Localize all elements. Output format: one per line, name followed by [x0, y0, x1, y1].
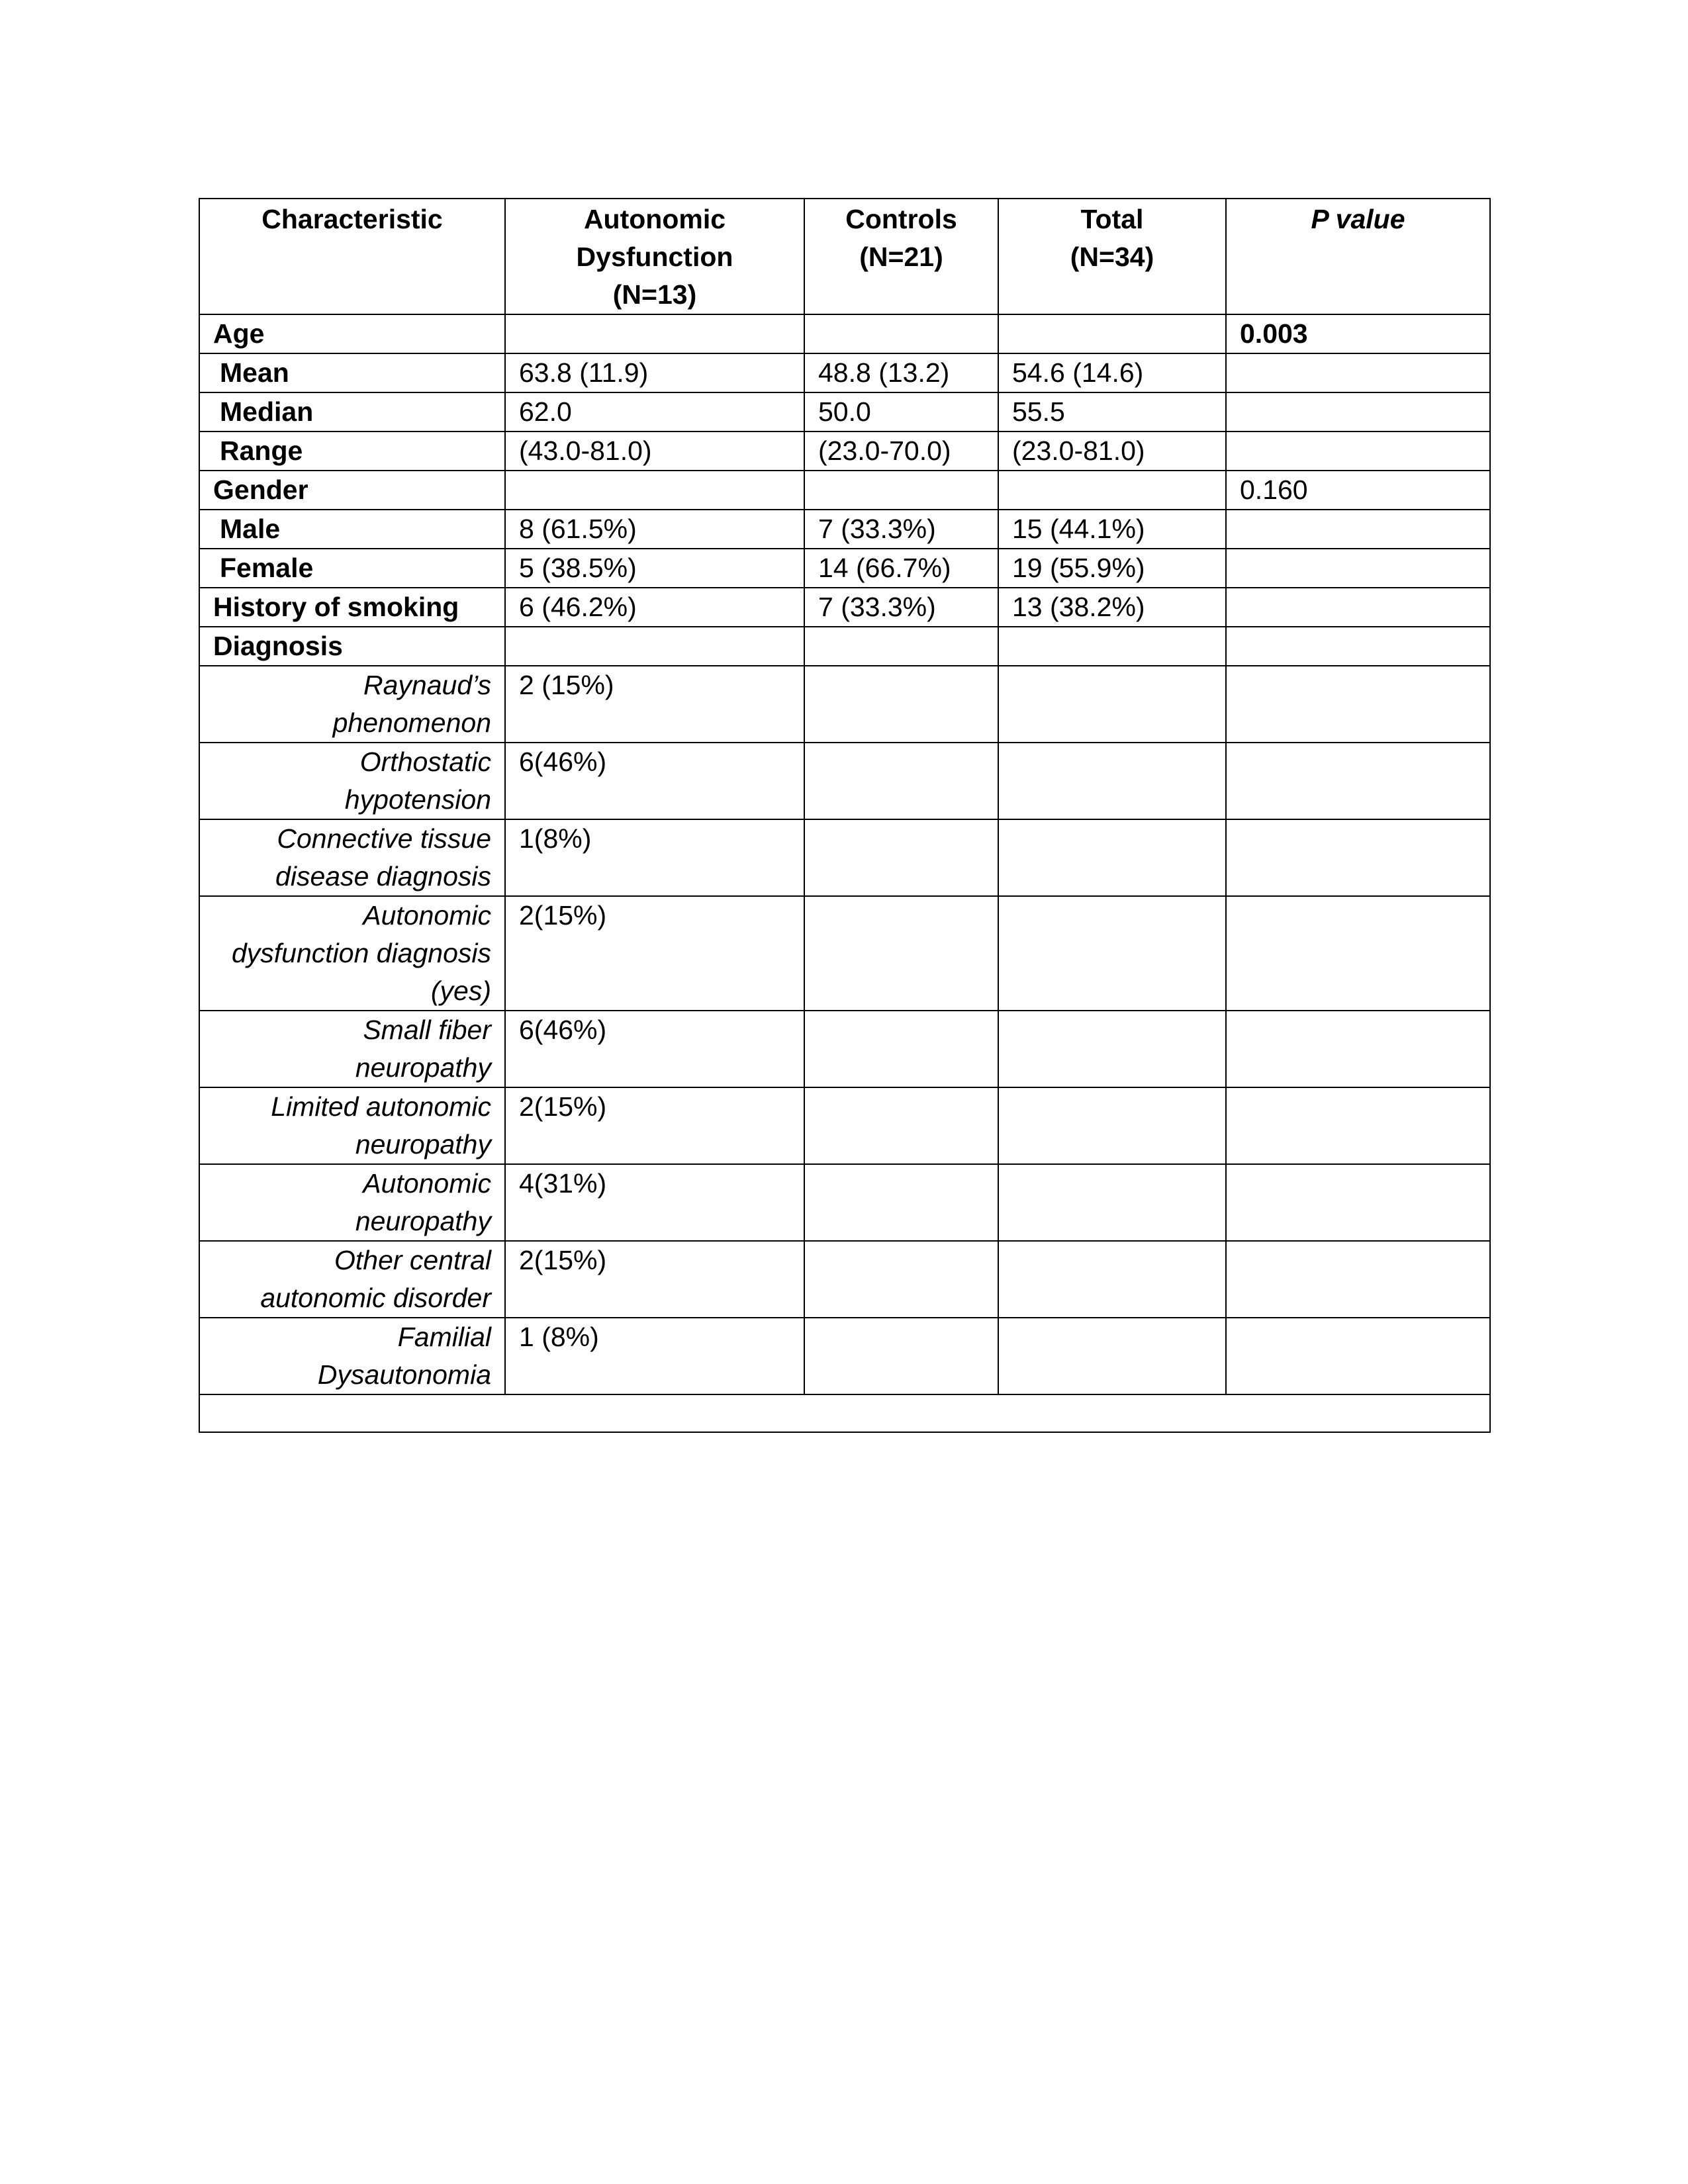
cell-controls — [804, 1241, 998, 1318]
diagnosis-label: Familial Dysautonomia — [199, 1318, 505, 1394]
cell-total — [998, 1164, 1226, 1241]
diagnosis-label: Autonomic neuropathy — [199, 1164, 505, 1241]
table-row-empty — [199, 1394, 1490, 1432]
cell-controls — [804, 896, 998, 1011]
cell-total — [998, 471, 1226, 510]
cell-p-value — [1226, 1011, 1490, 1087]
row-label: Mean — [199, 353, 505, 392]
cell-autonomic: 2(15%) — [505, 1087, 804, 1164]
cell-autonomic — [505, 314, 804, 353]
cell-autonomic: 63.8 (11.9) — [505, 353, 804, 392]
table-row-male — [199, 510, 1490, 549]
row-label: History of smoking — [199, 588, 505, 627]
header-total: Total (N=34) — [998, 199, 1226, 314]
cell-p-value — [1226, 627, 1490, 666]
cell-autonomic — [505, 627, 804, 666]
cell-total: 55.5 — [998, 392, 1226, 432]
cell-total: 13 (38.2%) — [998, 588, 1226, 627]
cell-controls — [804, 627, 998, 666]
cell-controls — [804, 743, 998, 819]
cell-controls — [804, 1011, 998, 1087]
table-row-other-central — [199, 1241, 1490, 1318]
cell-total — [998, 666, 1226, 743]
row-label: Median — [199, 392, 505, 432]
cell-autonomic — [505, 471, 804, 510]
cell-p-value — [1226, 666, 1490, 743]
table-row-connective-tissue — [199, 819, 1490, 896]
cell-controls — [804, 471, 998, 510]
diagnosis-label: Connective tissue disease diagnosis — [199, 819, 505, 896]
row-label: Male — [199, 510, 505, 549]
cell-autonomic: 1(8%) — [505, 819, 804, 896]
cell-p-value — [1226, 1164, 1490, 1241]
table-row-smoking — [199, 588, 1490, 627]
table-row-autonomic-dysfunction-dx — [199, 896, 1490, 1011]
diagnosis-label: Other central autonomic disorder — [199, 1241, 505, 1318]
cell-controls: 50.0 — [804, 392, 998, 432]
cell-total: 54.6 (14.6) — [998, 353, 1226, 392]
cell-autonomic: 4(31%) — [505, 1164, 804, 1241]
row-label: Age — [199, 314, 505, 353]
cell-autonomic: 6(46%) — [505, 1011, 804, 1087]
table-row-age — [199, 314, 1490, 353]
header-characteristic: Characteristic — [199, 199, 505, 314]
table-row-gender — [199, 471, 1490, 510]
cell-total: (23.0-81.0) — [998, 432, 1226, 471]
table-row-median — [199, 392, 1490, 432]
diagnosis-label: Autonomic dysfunction diagnosis (yes) — [199, 896, 505, 1011]
header-p-value: P value — [1226, 199, 1490, 314]
diagnosis-label: Limited autonomic neuropathy — [199, 1087, 505, 1164]
cell-autonomic: 6 (46.2%) — [505, 588, 804, 627]
row-label: Female — [199, 549, 505, 588]
cell-total — [998, 819, 1226, 896]
cell-autonomic: 6(46%) — [505, 743, 804, 819]
cell-total — [998, 627, 1226, 666]
cell-controls: 7 (33.3%) — [804, 510, 998, 549]
cell-p-value — [1226, 392, 1490, 432]
table-row-limited-autonomic — [199, 1087, 1490, 1164]
table-row-diagnosis — [199, 627, 1490, 666]
cell-controls — [804, 314, 998, 353]
table-row-autonomic-neuropathy — [199, 1164, 1490, 1241]
cell-p-value: 0.160 — [1226, 471, 1490, 510]
header-controls: Controls (N=21) — [804, 199, 998, 314]
header-row — [199, 199, 1490, 314]
cell-p-value — [1226, 588, 1490, 627]
table-row-mean — [199, 353, 1490, 392]
cell-controls: 14 (66.7%) — [804, 549, 998, 588]
cell-autonomic: 2(15%) — [505, 1241, 804, 1318]
cell-controls — [804, 819, 998, 896]
cell-autonomic: 2(15%) — [505, 896, 804, 1011]
cell-p-value — [1226, 1318, 1490, 1394]
cell-autonomic: 1 (8%) — [505, 1318, 804, 1394]
diagnosis-label: Orthostatic hypotension — [199, 743, 505, 819]
cell-total — [998, 314, 1226, 353]
table-row-raynauds — [199, 666, 1490, 743]
empty-cell — [199, 1394, 1490, 1432]
cell-controls: 48.8 (13.2) — [804, 353, 998, 392]
cell-p-value — [1226, 353, 1490, 392]
cell-controls: 7 (33.3%) — [804, 588, 998, 627]
cell-total — [998, 896, 1226, 1011]
cell-total: 15 (44.1%) — [998, 510, 1226, 549]
cell-controls — [804, 1087, 998, 1164]
cell-p-value — [1226, 1241, 1490, 1318]
cell-total — [998, 1241, 1226, 1318]
diagnosis-label: Small fiber neuropathy — [199, 1011, 505, 1087]
row-label: Gender — [199, 471, 505, 510]
diagnosis-label: Raynaud’s phenomenon — [199, 666, 505, 743]
cell-autonomic: 8 (61.5%) — [505, 510, 804, 549]
cell-total — [998, 1011, 1226, 1087]
cell-controls — [804, 666, 998, 743]
cell-total — [998, 743, 1226, 819]
cell-p-value: 0.003 — [1226, 314, 1490, 353]
cell-p-value — [1226, 549, 1490, 588]
cell-total — [998, 1087, 1226, 1164]
cell-controls — [804, 1164, 998, 1241]
cell-controls: (23.0-70.0) — [804, 432, 998, 471]
cell-p-value — [1226, 510, 1490, 549]
table-row-familial-dysautonomia — [199, 1318, 1490, 1394]
table-row-female — [199, 549, 1490, 588]
cell-p-value — [1226, 896, 1490, 1011]
cell-autonomic: 5 (38.5%) — [505, 549, 804, 588]
cell-p-value — [1226, 1087, 1490, 1164]
cell-p-value — [1226, 743, 1490, 819]
cell-total — [998, 1318, 1226, 1394]
table-row-range — [199, 432, 1490, 471]
cell-autonomic: (43.0-81.0) — [505, 432, 804, 471]
cell-autonomic: 62.0 — [505, 392, 804, 432]
characteristics-table — [199, 198, 1491, 1433]
cell-total: 19 (55.9%) — [998, 549, 1226, 588]
table-row-small-fiber — [199, 1011, 1490, 1087]
table-row-orthostatic — [199, 743, 1490, 819]
cell-p-value — [1226, 819, 1490, 896]
header-autonomic-dysfunction: Autonomic Dysfunction (N=13) — [505, 199, 804, 314]
cell-controls — [804, 1318, 998, 1394]
row-label: Diagnosis — [199, 627, 505, 666]
row-label: Range — [199, 432, 505, 471]
cell-p-value — [1226, 432, 1490, 471]
cell-autonomic: 2 (15%) — [505, 666, 804, 743]
